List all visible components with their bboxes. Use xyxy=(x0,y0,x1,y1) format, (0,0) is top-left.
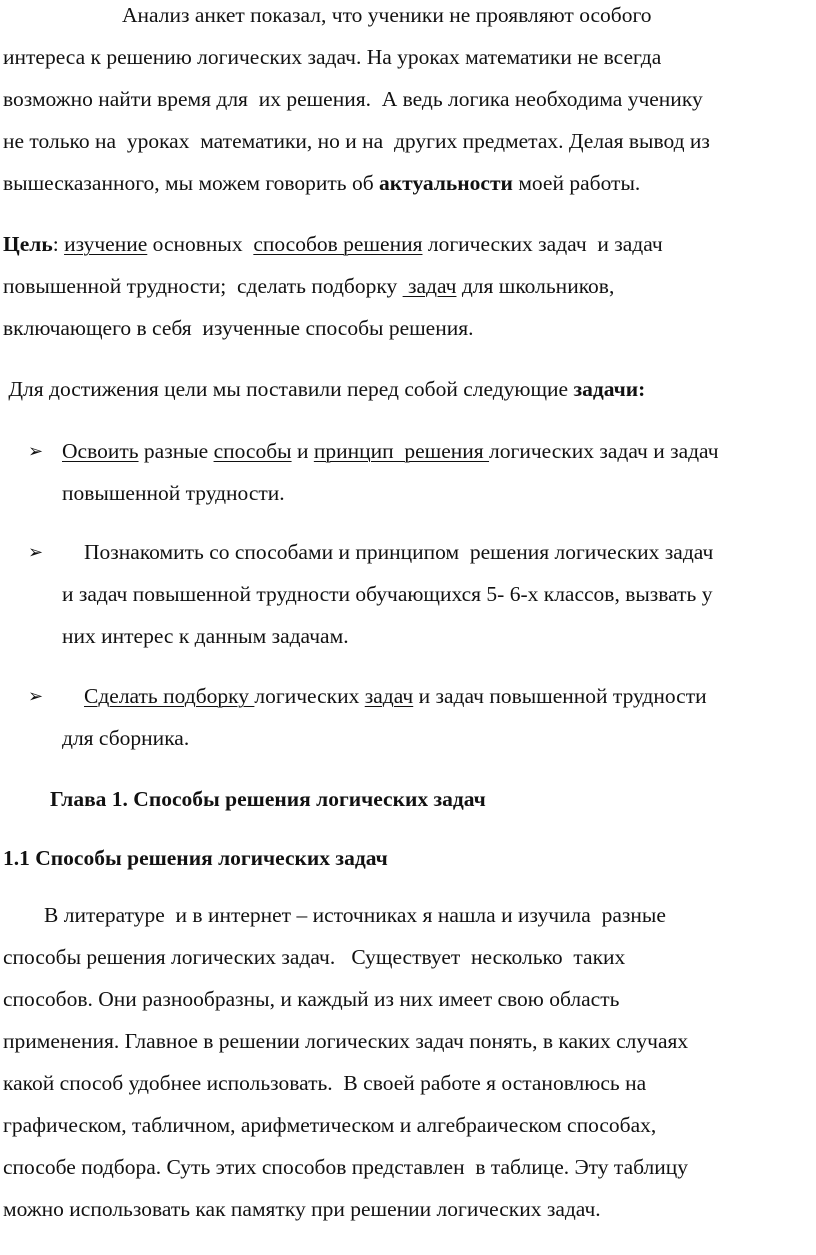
body-line-4: применения. Главное в решении логических задач понять, в каких случаях xyxy=(3,1029,689,1053)
tasks-intro xyxy=(3,379,645,401)
intro-line-4: не только на уроках математики, но и на других предметах. Делая вывод из xyxy=(3,129,710,153)
body-line-6: графическом, табличном, арифметическом и алгебраическом способах, xyxy=(3,1113,657,1137)
tasks-label: задачи: xyxy=(573,377,646,401)
intro-text: вышесказанного, мы можем говорить об xyxy=(3,171,380,195)
arrow-bullet-icon: ➢ xyxy=(28,441,44,462)
relevance-term: актуальности xyxy=(379,171,513,195)
goal-line-2 xyxy=(3,276,614,298)
tasks-intro-text: Для достижения цели мы поставили перед собой следующие xyxy=(3,377,574,401)
goal-line-3: включающего в себя изученные способы решения. xyxy=(3,316,474,340)
intro-text: моей работы. xyxy=(512,171,641,195)
goal-label: Цель xyxy=(3,232,53,256)
task-item-2-line-3: них интерес к данным задачам. xyxy=(62,624,349,648)
task-underlined-text: задач xyxy=(364,684,414,708)
task-item-2-line-2: и задач повышенной трудности обучающихся 5- 6-х классов, вызвать у xyxy=(62,582,713,606)
goal-text: логических задач и задач xyxy=(422,232,663,256)
goal-underlined-text: способов решения xyxy=(253,232,423,256)
intro-line-5 xyxy=(3,173,640,195)
task-underlined-text: Освоить xyxy=(62,439,139,463)
arrow-bullet-icon: ➢ xyxy=(28,542,44,563)
intro-line-3: возможно найти время для их решения. А ведь логика необходима ученику xyxy=(3,87,703,111)
task-underlined-text: способы xyxy=(213,439,292,463)
intro-line-1: Анализ анкет показал, что ученики не проявляют особого xyxy=(122,3,652,27)
body-line-3: способов. Они разнообразны, и каждый из них имеет свою область xyxy=(3,987,620,1011)
task-text: логических xyxy=(254,684,365,708)
goal-underlined-text: изучение xyxy=(64,232,148,256)
goal-text: повышенной трудности; сделать подборку xyxy=(3,274,403,298)
goal-text: : xyxy=(52,232,65,256)
task-item-1-line-1 xyxy=(62,441,719,463)
body-line-1: В литературе и в интернет – источниках я нашла и изучила разные xyxy=(44,903,666,927)
section-heading: 1.1 Способы решения логических задач xyxy=(3,846,388,870)
body-line-8: можно использовать как памятку при решении логических задач. xyxy=(3,1197,601,1221)
body-line-5: какой способ удобнее использовать. В своей работе я остановлюсь на xyxy=(3,1071,647,1095)
task-item-3-line-2: для сборника. xyxy=(62,726,190,750)
goal-text: основных xyxy=(147,232,254,256)
goal-text: для школьников, xyxy=(456,274,615,298)
task-underlined-text: Сделать подборку xyxy=(84,684,255,708)
intro-line-2: интереса к решению логических задач. На уроках математики не всегда xyxy=(3,45,662,69)
task-item-1-line-2: повышенной трудности. xyxy=(62,481,285,505)
task-text: и задач повышенной трудности xyxy=(413,684,707,708)
task-text: и xyxy=(291,439,314,463)
body-line-2: способы решения логических задач. Существует несколько таких xyxy=(3,945,626,969)
task-item-2-line-1: Познакомить со способами и принципом решения логических задач xyxy=(84,540,714,564)
arrow-bullet-icon: ➢ xyxy=(28,686,44,707)
task-text: логических задач и задач xyxy=(489,439,719,463)
goal-underlined-text: задач xyxy=(402,274,457,298)
task-text: разные xyxy=(138,439,214,463)
goal-line-1 xyxy=(3,234,663,256)
body-line-7: способе подбора. Суть этих способов представлен в таблице. Эту таблицу xyxy=(3,1155,689,1179)
task-item-3-line-1 xyxy=(84,686,707,708)
task-underlined-text: принцип решения xyxy=(313,439,490,463)
chapter-heading: Глава 1. Способы решения логических задач xyxy=(50,787,486,811)
